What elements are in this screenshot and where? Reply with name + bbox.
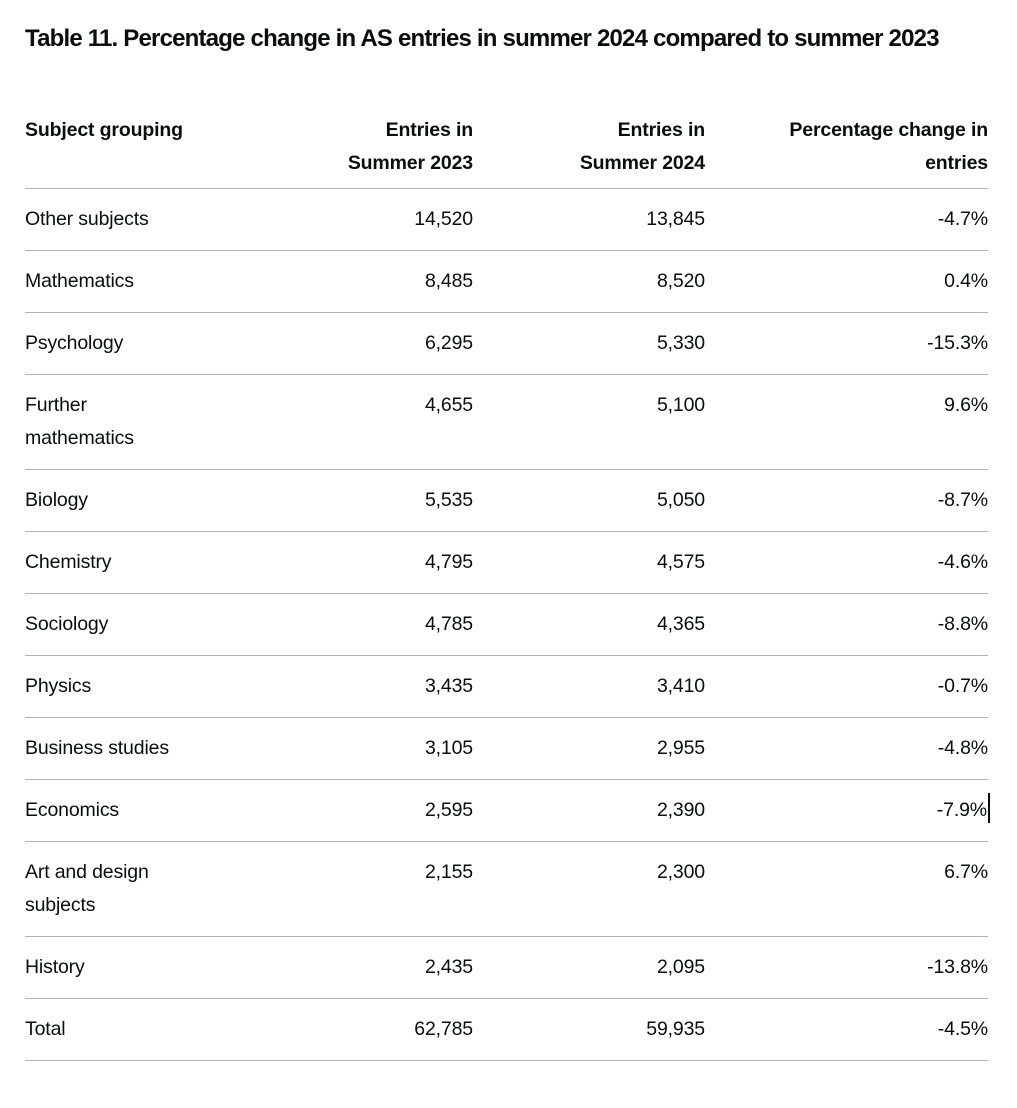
entries-2023-cell: 3,435 [200,656,473,718]
pct-change-cell: -7.9% [705,780,988,842]
entries-2023-cell: 6,295 [200,313,473,375]
subject-cell: Psychology [25,313,200,375]
subject-cell: Physics [25,656,200,718]
entries-2023-cell: 4,785 [200,594,473,656]
table-row [25,470,988,532]
table-row [25,532,988,594]
column-header-entries-summer-2024 [473,106,705,189]
table-row [25,251,988,313]
entries-2024-cell: 2,390 [473,780,705,842]
entries-2024-cell: 4,365 [473,594,705,656]
column-header-percentage-change [705,106,988,189]
entries-2023-cell: 4,655 [200,375,473,470]
subject-cell: Further mathematics [25,375,200,470]
pct-change-cell: -4.7% [705,189,988,251]
entries-2023-cell: 2,435 [200,937,473,999]
column-header-label: Percentage change in entries [789,119,988,174]
entries-2024-cell: 8,520 [473,251,705,313]
table-title: Table 11. Percentage change in AS entries in summer 2024 compared to summer 2023 [25,25,939,52]
entries-2024-cell: 13,845 [473,189,705,251]
pct-change-cell: 6.7% [705,842,988,937]
table-row [25,937,988,999]
subject-cell: Business studies [25,718,200,780]
pct-change-cell: -8.7% [705,470,988,532]
pct-change-cell: 9.6% [705,375,988,470]
subject-cell: Total [25,999,200,1061]
table-row [25,999,988,1061]
entries-2024-cell: 5,330 [473,313,705,375]
entries-2023-cell: 2,595 [200,780,473,842]
text-cursor [988,793,990,823]
entries-2023-cell: 4,795 [200,532,473,594]
column-header-label: Subject grouping [25,119,183,141]
subject-cell: Other subjects [25,189,200,251]
subject-cell: History [25,937,200,999]
table-row [25,656,988,718]
entries-2024-cell: 4,575 [473,532,705,594]
pct-change-cell: -4.6% [705,532,988,594]
entries-2024-cell: 59,935 [473,999,705,1061]
subject-cell: Mathematics [25,251,200,313]
pct-change-cell: -0.7% [705,656,988,718]
subject-cell: Sociology [25,594,200,656]
entries-2024-cell: 5,100 [473,375,705,470]
entries-2024-cell: 2,300 [473,842,705,937]
table-body [25,189,988,1061]
subject-cell: Chemistry [25,532,200,594]
entries-2023-cell: 8,485 [200,251,473,313]
pct-change-cell: -13.8% [705,937,988,999]
pct-change-cell: -4.8% [705,718,988,780]
entries-2023-cell: 62,785 [200,999,473,1061]
pct-change-cell: -15.3% [705,313,988,375]
entries-2023-cell: 2,155 [200,842,473,937]
pct-change-cell: 0.4% [705,251,988,313]
column-header-label: Entries in Summer 2024 [579,119,705,174]
table-row [25,842,988,937]
column-header-entries-summer-2023 [200,106,473,189]
entries-2024-cell: 5,050 [473,470,705,532]
entries-2023-cell: 3,105 [200,718,473,780]
entries-2024-cell: 3,410 [473,656,705,718]
table-row [25,189,988,251]
entries-2023-cell: 14,520 [200,189,473,251]
table-row [25,375,988,470]
header-row [25,106,988,189]
as-entries-table [25,106,988,1061]
entries-2024-cell: 2,095 [473,937,705,999]
column-header-label: Entries in Summer 2023 [347,119,473,174]
subject-cell: Economics [25,780,200,842]
entries-2023-cell: 5,535 [200,470,473,532]
pct-change-cell: -4.5% [705,999,988,1061]
pct-change-cell: -8.8% [705,594,988,656]
subject-cell: Biology [25,470,200,532]
table-row [25,718,988,780]
subject-cell: Art and design subjects [25,842,200,937]
entries-2024-cell: 2,955 [473,718,705,780]
table-row [25,313,988,375]
column-header-subject-grouping [25,106,200,189]
table-row [25,594,988,656]
table-row [25,780,988,842]
